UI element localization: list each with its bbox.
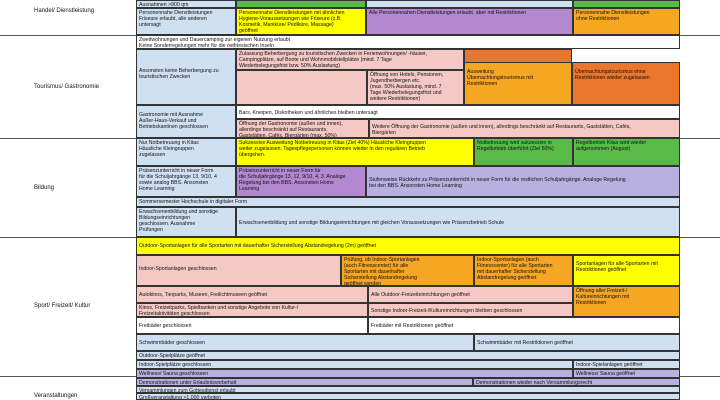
table-cell: Zulassung Beherbergung zu touristischen Zwecken in Ferienwohnungen/ -häuser, Campingplätze, auf Boote und Wohnmobilstellplätze (mind. 7 Tage Wiederbelegungsfrist bzw. 50% Auslastung) xyxy=(236,49,464,70)
table-cell: Notbetreuung wird sukzessive in Regelbetrieb überführt (Ziel 50%) xyxy=(474,138,573,166)
table-cell: Indoor-Spielplätze geschlossen xyxy=(136,360,573,369)
table-cell: Gastronomie mit Ausnahme Außer-Haus-Verkauf und Betriebskantinen geschlossen xyxy=(136,105,236,138)
table-cell: Großveranstaltung >1.000 verboten xyxy=(136,393,680,400)
table-cell: Ausnahmen >800 qm xyxy=(136,0,236,8)
table-cell: Wellness/ Sauna geschlossen xyxy=(136,369,573,378)
table-cell: Stufenweise Rückkehr zu Präsenzunterricht in neuer Form für die restlichen Schuljahrgänge. Analoge Regelung bei den BBS. Ansonsten Home Learning xyxy=(366,166,680,197)
table-cell: Indoor-Sportanlagen (auch Fitnesscenter) für alle Sportarten mit dauerhafter Sicherstellung Abstandregelung geöffnet xyxy=(474,255,573,286)
table-cell: Übernachtungstourismus ohne Restriktionen wieder zugelassen xyxy=(572,62,680,105)
table-cell: Alle Outdoor-Freizeiteinrichtungen geöffnet xyxy=(368,286,573,303)
table-cell: Sonstige Indoor-Freizeit-/Kultureinrichtungen bleiben geschlossen xyxy=(368,303,573,317)
table-cell xyxy=(236,70,367,105)
table-cell: Schwimmbäder mit Restriktionen geöffnet xyxy=(474,334,680,351)
table-cell: Erwachsenenbildung und sonstige Bildungseinrichtungen geschlossen. Ausnahme Prüfungen xyxy=(136,207,236,237)
table-cell: Schwimmbäder geschlossen xyxy=(136,334,474,351)
table-cell: Indoor-Spielanlagen geöffnet xyxy=(573,360,680,369)
table-cell: Freibäder mit Restriktionen geöffnet xyxy=(368,317,680,334)
table-cell: Präsenzunterricht in neuer Form für die Schuljahrgänge 13, 12, 9/10, 4, 3. Analoge Regelung bei den BBS. Ansonsten Home Learning xyxy=(236,166,366,197)
table-cell: Zweitwohnungen und Dauercamping zur eigenen Nutzung erlaubt Keine Sonderregelungen mehr für die ostfriesischen Inseln xyxy=(136,35,680,49)
table-cell: Demonstrationen wieder nach Versammlungsrecht xyxy=(473,378,680,386)
table-cell: Ausweitung Übernachtungstourismus mit Restriktionen xyxy=(464,62,572,105)
category-tourismus: Tourismus/ Gastronomie xyxy=(34,84,100,90)
table-cell: Bars, Kneipen, Diskotheken und ähnliches bleiben untersagt xyxy=(236,105,680,119)
table-cell: Prüfung, ob Indoor-Sportanlagen (auch Fitnesscenter) für alle Sportarten mit dauerhafter Sicherstellung Abstandregelung geöffnet werden xyxy=(341,255,474,286)
table-cell: Outdoor-Spielplätze geöffnet xyxy=(136,351,680,360)
table-cell: Sukzessive Ausweitung Notbetreuung in Kitas (Ziel 40%) Häusliche Kleingruppen weiter zugelassen. Tagespflegepersonen können wieder in den regulären Betrieb übergehen. xyxy=(236,138,474,166)
table-cell xyxy=(366,0,573,8)
category-veranstaltungen: Veranstaltungen xyxy=(34,393,78,399)
table-cell: Personennahe Dienstleistungen Friseure erlaubt, alle anderen untersagt xyxy=(136,8,236,35)
table-cell: Präsenzunterricht in neuer Form für die Schuljahrgänge 13, 9/10, 4 sowie analog BBS. Ansonsten Home Learning xyxy=(136,166,236,197)
table-cell: Sportanlagen für alle Sportarten mit Restriktionen geöffnet xyxy=(573,255,680,286)
table-cell: Öffnung der Gastronomie (außen und innen), allerdings beschränkt auf Restaurants, Gaststätten, Cafés, Biergärten (max. 50%) xyxy=(236,119,369,138)
table-cell: Freibäder geschlossen xyxy=(136,317,368,334)
table-cell: Outdoor-Sportanlagen für alle Sportarten mit dauerhafter Sicherstellung Abstandregelung (2m) geöffnet xyxy=(136,237,680,255)
table-cell: Sommersemester Hochschule in digitaler Form xyxy=(136,197,680,207)
table-cell: Autokinos, Tierparks, Museen, Freilichtmuseen geöffnet xyxy=(136,286,368,303)
table-cell: Personennahe Dienstleistungen ohne Restriktionen xyxy=(573,8,680,35)
table-cell: Ansonsten keine Beherbergung zu touristischen Zwecken xyxy=(136,49,236,105)
category-handel: Handel/ Dienstleistung xyxy=(34,8,95,14)
table-cell: Öffnung von Hotels, Pensionen, Jugendherbergen etc. (max. 50% Auslastung, mind. 7 Tage Wiederbelegungsfrist und weitere Restriktionen) xyxy=(367,70,464,105)
table-cell: Indoor-Sportanlagen geschlossen xyxy=(136,255,341,286)
table-cell: Personennahe Dienstleistungen mit ähnlichen Hygiene-Voraussetzungen wie Friseure (z.B. Kosmetik, Maniküre/ Pediküre, Massage) geöffnet xyxy=(236,8,366,35)
table-cell: Erwachsenenbildung und sonstige Bildungseinrichtungen mit gleichen Voraussetzungen wie Präsenzbetrieb Schule xyxy=(236,207,680,237)
table-cell: Öffnung aller Freizeit-/ Kultureinrichtungen mit Restriktionen xyxy=(573,286,680,317)
table-cell: Wellness/ Sauna geöffnet xyxy=(573,369,680,378)
table-cell: Regelbetrieb Kitas wird wieder aufgenommen (August) xyxy=(573,138,680,166)
category-bildung: Bildung xyxy=(34,185,55,191)
table-cell: Kinos, Freizeitparks, Spielbanken und sonstige Angebote von Kultur-/ Freizeitaktivitäten geschlossen xyxy=(136,303,368,317)
table-cell: Nur Notbetreuung in Kitas Häusliche Kleingruppen zugelassen xyxy=(136,138,236,166)
table-cell: Alle Personennahen Dienstleistungen erlaubt, aber mit Restriktionen xyxy=(366,8,573,35)
table-cell: Demonstrationen unter Erlaubnisvorbehalt xyxy=(136,378,473,386)
table-cell xyxy=(236,0,366,8)
table-cell: Versammlungen zum Gottesdienst erlaubt xyxy=(136,386,680,393)
table-cell xyxy=(573,0,680,8)
category-sport: Sport/ Freizeit/ Kultur xyxy=(34,303,91,309)
table-cell: Weitere Öffnung der Gastronomie (außen und innen), allerdings beschränkt auf Restaurants, Gaststätten, Cafés, Biergärten xyxy=(369,119,680,138)
